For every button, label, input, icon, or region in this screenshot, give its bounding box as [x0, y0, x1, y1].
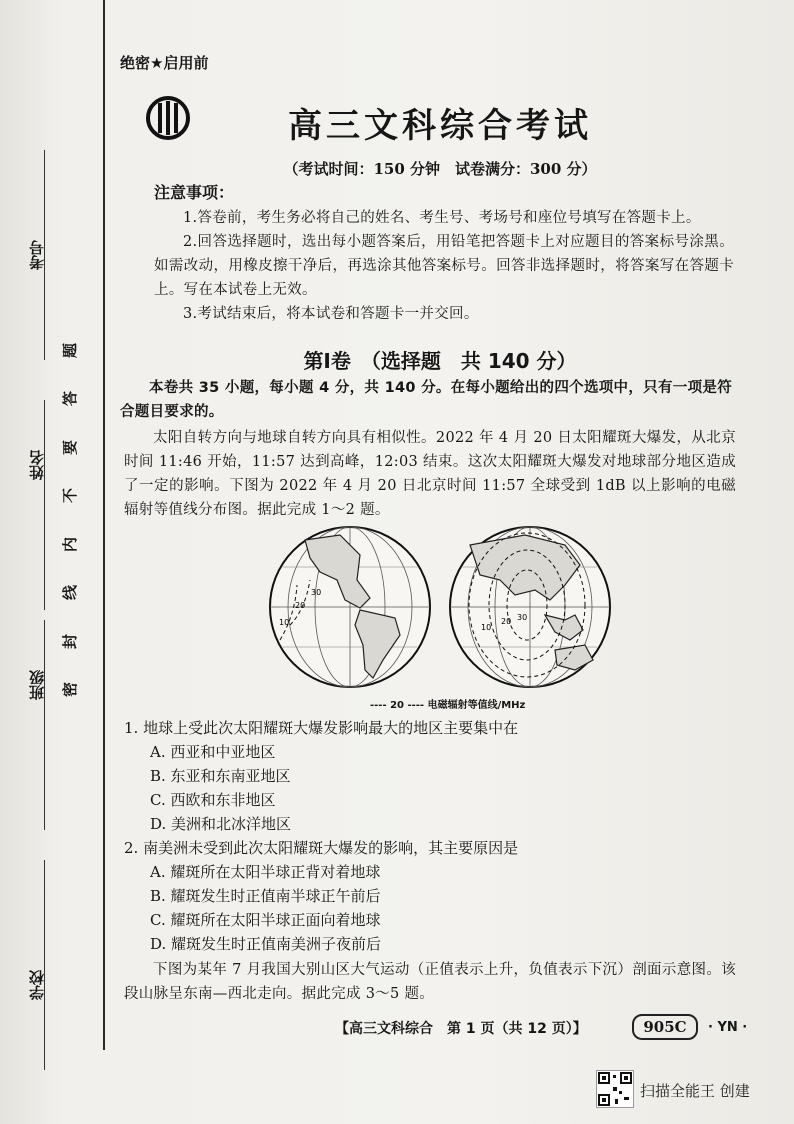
contour-label: 30	[311, 588, 322, 597]
school-field	[8, 860, 78, 1070]
notice-item-3: 3.考试结束后，将本试卷和答题卡一并交回。	[183, 306, 479, 322]
section-title: 第Ⅰ卷 （选择题 共 140 分）	[303, 349, 577, 373]
secret-label: 绝密★启用前	[120, 54, 209, 72]
question-2-option-c[interactable]: C. 耀斑所在太阳半球正面向着地球	[150, 911, 381, 929]
question-1-option-d[interactable]: D. 美洲和北冰洋地区	[150, 815, 292, 833]
question-1-option-a[interactable]: A. 西亚和中亚地区	[150, 743, 276, 761]
contour-label: 20	[501, 617, 512, 626]
school-label: 学校	[28, 970, 46, 1000]
seal-warning: 题 答 要 不 内 线 封 密	[61, 342, 80, 697]
exam-no-field	[8, 150, 78, 360]
publisher-logo-icon	[145, 95, 191, 141]
notice-item-1: 1.答卷前，考生务必将自己的姓名、考生号、考场号和座位号填写在答题卡上。	[183, 210, 701, 226]
exam-duration: （考试时间：150 分钟 试卷满分：300 分）	[283, 160, 597, 178]
scanner-watermark: 扫描全能王 创建	[640, 1082, 750, 1100]
paper-code-badge: 905C	[632, 1014, 698, 1040]
contour-label: 10	[481, 623, 492, 632]
qr-code-icon	[596, 1070, 634, 1108]
notice-item-2: 2.回答选择题时，选出每小题答案后，用铅笔把答题卡上对应题目的答案标号涂黑。如需改动，用橡皮擦干净后，再选涂其他答案标号。回答非选择题时，将答案写在答题卡上。写在本试卷上无效。	[154, 234, 734, 298]
class-label: 班级	[28, 670, 46, 700]
question-1-option-c[interactable]: C. 西欧和东非地区	[150, 791, 276, 809]
section-intro: 本卷共 35 小题，每小题 4 分，共 140 分。在每小题给出的四个选项中，只有一项是符合题目要求的。	[120, 380, 732, 420]
question-2-stem: 2. 南美洲未受到此次太阳耀斑大爆发的影响，其主要原因是	[124, 839, 519, 857]
western-hemisphere-globe	[270, 527, 430, 687]
page-footer: 【高三文科综合 第 1 页（共 12 页）】	[335, 1021, 587, 1037]
name-label: 姓名	[28, 450, 46, 480]
question-2-option-d[interactable]: D. 耀斑发生时正值南美洲子夜前后	[150, 935, 382, 953]
passage-2: 下图为某年 7 月我国大别山区大气运动（正值表示上升，负值表示下沉）剖面示意图。该段山脉呈东南—西北走向。据此完成 3～5 题。	[124, 962, 736, 1002]
global-radiation-map-figure	[265, 520, 615, 695]
figure-caption: ---- 20 ---- 电磁辐射等值线/MHz	[370, 700, 526, 711]
exam-no-label: 考号	[28, 240, 46, 270]
region-tag: · YN ·	[708, 1020, 748, 1035]
notice-heading: 注意事项：	[154, 183, 235, 202]
passage-1: 太阳自转方向与地球自转方向具有相似性。2022 年 4 月 20 日太阳耀斑大爆发，从北京时间 11:46 开始，11:57 达到高峰，12:03 结束。这次太阳耀斑大爆发对地球部分地区造成了一定的影响。下图为 2022 年 4 月 20 日北京时间 11:57 全球受到 1dB 以上影响的电磁辐射等值线分布图。据此完成 1～2 题。	[124, 430, 736, 518]
binding-line	[103, 0, 105, 1050]
contour-label: 30	[517, 613, 528, 622]
contour-label: 10	[279, 618, 290, 627]
question-2-option-a[interactable]: A. 耀斑所在太阳半球正背对着地球	[150, 863, 381, 881]
contour-label: 20	[295, 601, 306, 610]
question-2-option-b[interactable]: B. 耀斑发生时正值南半球正午前后	[150, 887, 381, 905]
question-1-option-b[interactable]: B. 东亚和东南亚地区	[150, 767, 291, 785]
page-title: 高三文科综合考试	[288, 106, 592, 146]
question-1-stem: 1. 地球上受此次太阳耀斑大爆发影响最大的地区主要集中在	[124, 719, 519, 737]
